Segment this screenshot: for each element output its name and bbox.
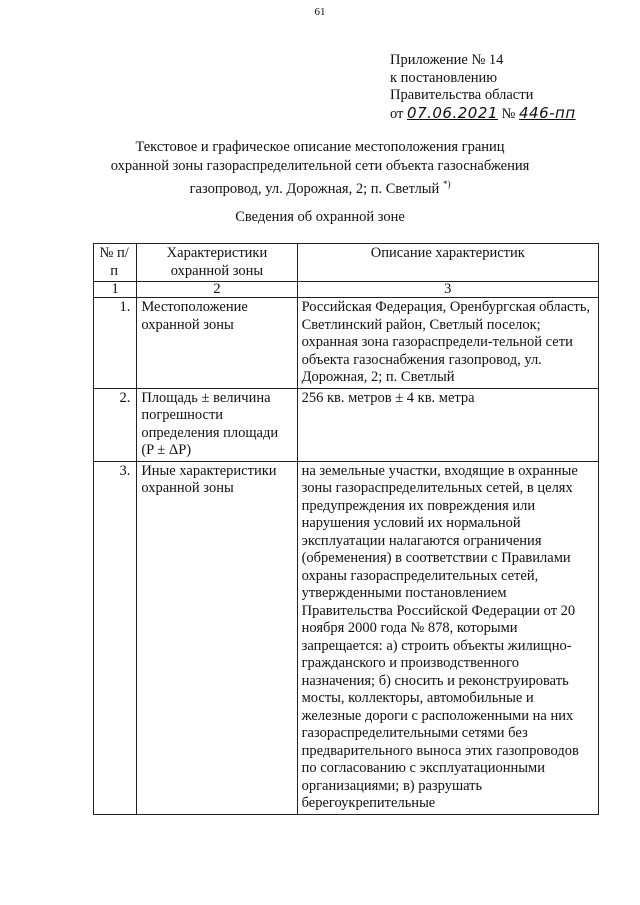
row-description: на земельные участки, входящие в охранные зоны газораспределительных сетей, в целях предупреждения их повреждения или нарушения условий их нормальной эксплуатации налагаются ограничения (обременения) в соответствии с Правилами охраны газораспределительных сетей, утвержденными постановлением Правительства Российской Федерации от 20 ноября 2000 года № 878, которыми запрещается: а) строить объекты жилищно-гражданского и производственного назначения; б) сносить и реконструировать мосты, коллекторы, автомобильные и железные дороги с расположенными на них газораспределительными сетями без предварительного выноса этих газопроводов по согласованию с эксплуатационными организациями; в) разрушать берегоукрепительные <box>297 461 598 814</box>
table-header-row <box>94 244 599 282</box>
annex-line-3: Правительства области <box>390 87 534 103</box>
row-number: 2. <box>94 388 137 461</box>
table-index-row <box>94 282 599 298</box>
annex-from-prefix: от <box>390 105 404 122</box>
row-description: Российская Федерация, Оренбургская область, Светлинский район, Светлый поселок; охранная зона газораспредели-тельной сети объекта газоснабжения газопровод, ул. Дорожная, 2; п. Светлый <box>297 298 598 389</box>
table-row <box>94 388 599 461</box>
section-subtitle: Сведения об охранной зоне <box>235 209 405 225</box>
header-number: № п/п <box>94 244 137 282</box>
annex-block <box>390 52 576 123</box>
header-description: Описание характеристик <box>297 244 598 282</box>
protection-zone-table <box>93 243 599 815</box>
page-number: 61 <box>314 6 326 18</box>
annex-line-2: к постановлению <box>390 69 498 86</box>
document-title <box>60 138 580 198</box>
title-line-3-text: газопровод, ул. Дорожная, 2; п. Светлый <box>189 180 440 197</box>
title-line-1: Текстовое и графическое описание местоположения границ <box>135 139 505 155</box>
index-cell-1: 1 <box>94 282 137 298</box>
annex-number-prefix: № <box>501 105 516 122</box>
annex-date-line <box>390 105 576 124</box>
row-characteristic: Площадь ± величина погрешности определения площади (P ± ΔP) <box>137 388 297 461</box>
annex-line-1: Приложение № 14 <box>390 52 504 68</box>
table-row <box>94 298 599 389</box>
index-cell-3: 3 <box>297 282 598 298</box>
footnote-mark: *) <box>442 179 451 189</box>
annex-date: 07.06.2021 <box>407 103 498 122</box>
row-number: 3. <box>94 461 137 814</box>
row-characteristic: Местоположение охранной зоны <box>137 298 297 389</box>
index-cell-2: 2 <box>137 282 297 298</box>
row-characteristic: Иные характеристики охранной зоны <box>137 461 297 814</box>
row-number: 1. <box>94 298 137 389</box>
annex-number: 446-пп <box>519 103 576 122</box>
table-row <box>94 461 599 814</box>
header-characteristics: Характеристики охранной зоны <box>137 244 297 282</box>
row-description: 256 кв. метров ± 4 кв. метра <box>297 388 598 461</box>
title-line-3 <box>60 175 580 198</box>
title-line-2: охранной зоны газораспределительной сети объекта газоснабжения <box>110 157 530 174</box>
